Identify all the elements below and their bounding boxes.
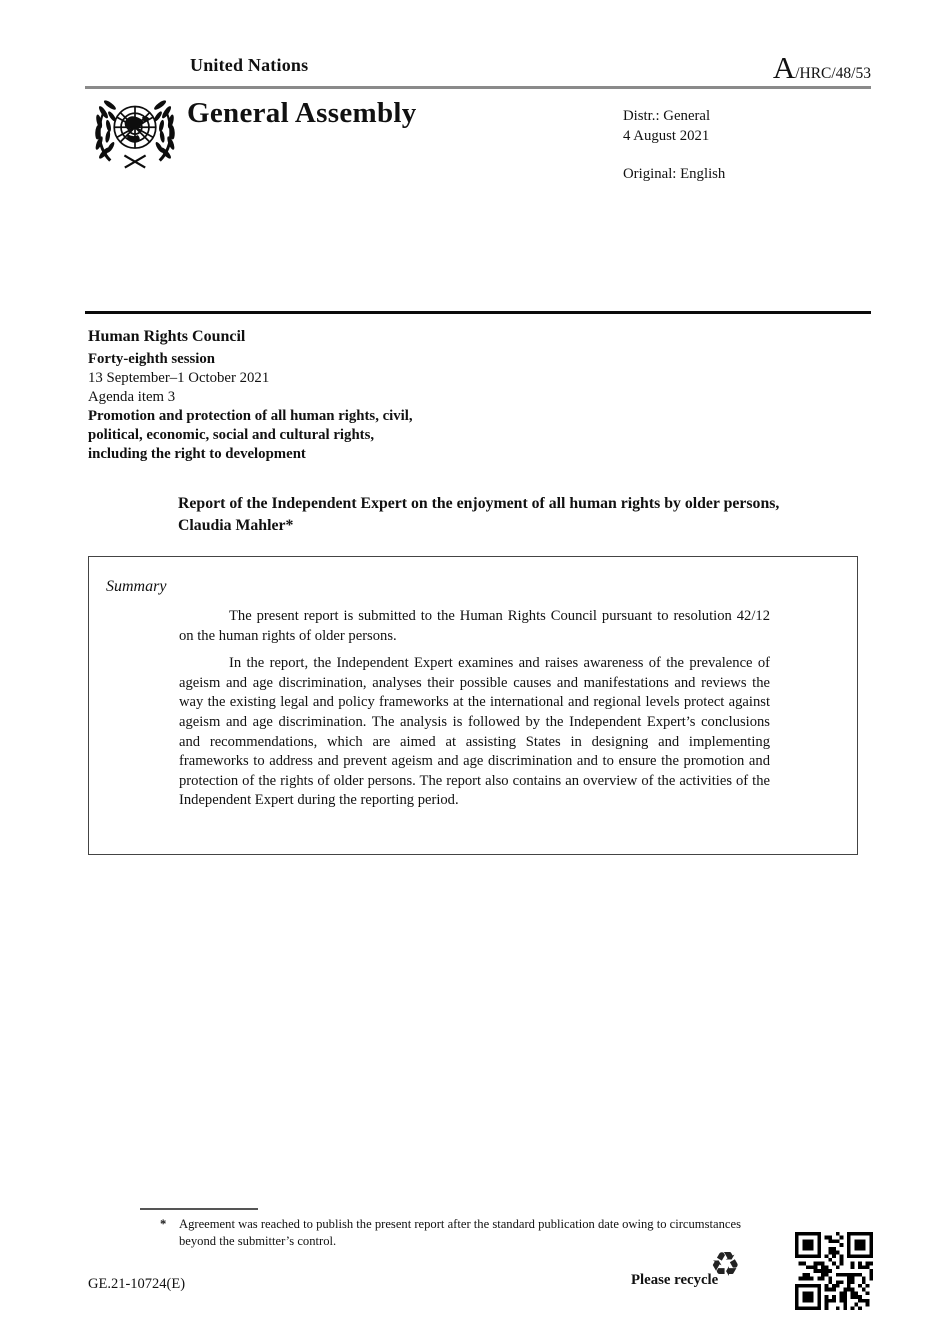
date-line: 4 August 2021 xyxy=(623,128,710,144)
summary-paragraph: In the report, the Independent Expert examines and raises awareness of the prevalence of ageism and age discrimination, analyses their possible causes and manifestations and reviews the way the existing legal and policy frameworks at the international and regional levels protect against ageism and age discrimination. The analysis is followed by the Independent Expert’s conclusions and recommendations, which are aimed at assisting States in designing and implementing frameworks to address and prevent ageism and age discrimination and to ensure the promotion and protection of the rights of older persons. The report also contains an overview of the activities of the Independent Expert during the reporting period. xyxy=(179,655,770,809)
agenda-item: Agenda item 3 xyxy=(88,389,176,405)
footnote-text: Agreement was reached to publish the present report after the standard publication date owing to circumstances beyond the submitter’s control. xyxy=(179,1217,741,1248)
summary-heading: Summary xyxy=(106,578,167,595)
session-name: Forty-eighth session xyxy=(88,351,216,367)
report-title: Report of the Independent Expert on the enjoyment of all human rights by older persons, Claudia Mahler* xyxy=(178,495,780,534)
qr-code-icon xyxy=(795,1232,873,1310)
doc-number: GE.21-10724(E) xyxy=(88,1276,186,1292)
original-language-line: Original: English xyxy=(623,166,726,182)
summary-body xyxy=(179,607,770,819)
footnote-marker: * xyxy=(160,1217,167,1231)
recycle-label: Please recycle xyxy=(631,1272,719,1288)
assembly-title: General Assembly xyxy=(187,97,417,129)
footnote-rule xyxy=(140,1208,258,1210)
agenda-title-line: including the right to development xyxy=(88,446,306,462)
agenda-title-line: political, economic, social and cultural rights, xyxy=(88,427,375,443)
summary-paragraph: The present report is submitted to the Human Rights Council pursuant to resolution 42/12 on the human rights of older persons. xyxy=(179,608,770,644)
doc-symbol-suffix: /HRC/48/53 xyxy=(795,65,871,82)
session-dates: 13 September–1 October 2021 xyxy=(88,370,270,386)
header-rule xyxy=(85,86,871,89)
agenda-title-line: Promotion and protection of all human rights, civil, xyxy=(88,408,413,424)
footnote xyxy=(160,1216,746,1250)
doc-symbol-prefix: A xyxy=(772,50,796,85)
org-name: United Nations xyxy=(190,55,309,75)
doc-symbol xyxy=(773,50,871,86)
summary-box xyxy=(88,556,858,855)
recycle-icon: ♻ xyxy=(710,1245,741,1285)
distribution-line: Distr.: General xyxy=(623,108,711,124)
distribution-block xyxy=(623,106,725,184)
un-emblem-icon xyxy=(92,96,178,175)
council-name: Human Rights Council xyxy=(88,328,246,345)
session-rule xyxy=(85,311,871,314)
session-block xyxy=(88,327,413,464)
